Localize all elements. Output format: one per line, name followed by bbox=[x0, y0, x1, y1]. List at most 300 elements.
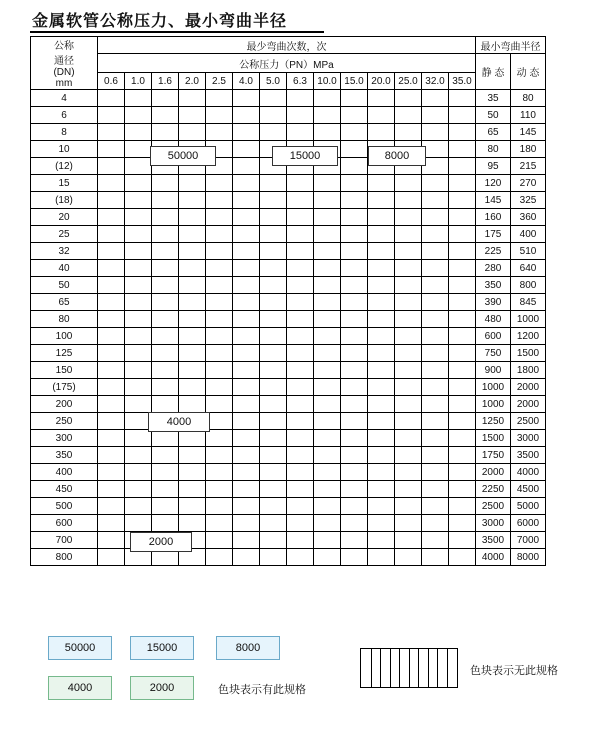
row-dn: 200 bbox=[31, 396, 98, 413]
cell-r14-c9 bbox=[341, 328, 368, 345]
cell-r26-c10 bbox=[368, 532, 395, 549]
cell-r25-c9 bbox=[341, 515, 368, 532]
cell-r12-c10 bbox=[368, 294, 395, 311]
cell-r6-c13 bbox=[449, 192, 476, 209]
row-dynamic-radius: 80 bbox=[511, 90, 546, 107]
cell-r25-c5 bbox=[233, 515, 260, 532]
cell-r18-c6 bbox=[260, 396, 287, 413]
cell-r23-c5 bbox=[233, 481, 260, 498]
cell-r20-c11 bbox=[395, 430, 422, 447]
cell-r1-c12 bbox=[422, 107, 449, 124]
cell-r12-c4 bbox=[206, 294, 233, 311]
cell-r0-c3 bbox=[179, 90, 206, 107]
legend-hatch-note: 色块表示无此规格 bbox=[470, 665, 558, 677]
row-static-radius: 2000 bbox=[476, 464, 511, 481]
row-dn: 300 bbox=[31, 430, 98, 447]
row-dn: 50 bbox=[31, 277, 98, 294]
cell-r11-c11 bbox=[395, 277, 422, 294]
cell-r15-c10 bbox=[368, 345, 395, 362]
cell-r22-c10 bbox=[368, 464, 395, 481]
cell-r24-c2 bbox=[152, 498, 179, 515]
cell-r15-c6 bbox=[260, 345, 287, 362]
cell-r5-c11 bbox=[395, 175, 422, 192]
row-static-radius: 1750 bbox=[476, 447, 511, 464]
cell-r7-c5 bbox=[233, 209, 260, 226]
cell-r10-c7 bbox=[287, 260, 314, 277]
table-row bbox=[31, 515, 546, 532]
cell-r21-c1 bbox=[125, 447, 152, 464]
cell-r1-c6 bbox=[260, 107, 287, 124]
cell-r5-c7 bbox=[287, 175, 314, 192]
cell-r2-c9 bbox=[341, 124, 368, 141]
cell-r23-c7 bbox=[287, 481, 314, 498]
cell-r6-c0 bbox=[98, 192, 125, 209]
value-chip-2000: 2000 bbox=[130, 532, 192, 552]
cell-r1-c8 bbox=[314, 107, 341, 124]
header-pressure-1: 1.0 bbox=[125, 73, 152, 90]
cell-r23-c12 bbox=[422, 481, 449, 498]
table-row bbox=[31, 498, 546, 515]
cell-r18-c11 bbox=[395, 396, 422, 413]
cell-r21-c2 bbox=[152, 447, 179, 464]
table-row bbox=[31, 277, 546, 294]
cell-r7-c12 bbox=[422, 209, 449, 226]
cell-r26-c6 bbox=[260, 532, 287, 549]
header-bend-count: 最少弯曲次数，次 bbox=[98, 37, 476, 54]
cell-r18-c7 bbox=[287, 396, 314, 413]
cell-r1-c4 bbox=[206, 107, 233, 124]
cell-r26-c9 bbox=[341, 532, 368, 549]
cell-r7-c8 bbox=[314, 209, 341, 226]
cell-r2-c13 bbox=[449, 124, 476, 141]
cell-r24-c8 bbox=[314, 498, 341, 515]
row-static-radius: 2250 bbox=[476, 481, 511, 498]
cell-r5-c12 bbox=[422, 175, 449, 192]
cell-r9-c10 bbox=[368, 243, 395, 260]
cell-r0-c12 bbox=[422, 90, 449, 107]
cell-r5-c10 bbox=[368, 175, 395, 192]
header-static: 静 态 bbox=[476, 54, 511, 90]
value-chip-4000: 4000 bbox=[148, 412, 210, 432]
header-pressure-12: 32.0 bbox=[422, 73, 449, 90]
cell-r9-c8 bbox=[314, 243, 341, 260]
cell-r16-c4 bbox=[206, 362, 233, 379]
cell-r12-c1 bbox=[125, 294, 152, 311]
cell-r17-c10 bbox=[368, 379, 395, 396]
cell-r1-c11 bbox=[395, 107, 422, 124]
cell-r20-c12 bbox=[422, 430, 449, 447]
row-dynamic-radius: 4500 bbox=[511, 481, 546, 498]
table-row bbox=[31, 379, 546, 396]
cell-r7-c2 bbox=[152, 209, 179, 226]
cell-r1-c10 bbox=[368, 107, 395, 124]
row-static-radius: 1500 bbox=[476, 430, 511, 447]
cell-r0-c13 bbox=[449, 90, 476, 107]
cell-r1-c7 bbox=[287, 107, 314, 124]
hatch-line bbox=[399, 649, 400, 687]
cell-r24-c12 bbox=[422, 498, 449, 515]
header-row-2 bbox=[31, 54, 546, 73]
cell-r12-c2 bbox=[152, 294, 179, 311]
table-row bbox=[31, 532, 546, 549]
cell-r9-c5 bbox=[233, 243, 260, 260]
cell-r11-c6 bbox=[260, 277, 287, 294]
cell-r1-c9 bbox=[341, 107, 368, 124]
row-dn: 700 bbox=[31, 532, 98, 549]
row-static-radius: 50 bbox=[476, 107, 511, 124]
row-dn: 600 bbox=[31, 515, 98, 532]
cell-r4-c5 bbox=[233, 158, 260, 175]
cell-r17-c4 bbox=[206, 379, 233, 396]
cell-r21-c0 bbox=[98, 447, 125, 464]
cell-r24-c5 bbox=[233, 498, 260, 515]
cell-r19-c6 bbox=[260, 413, 287, 430]
cell-r1-c13 bbox=[449, 107, 476, 124]
row-dynamic-radius: 510 bbox=[511, 243, 546, 260]
header-dynamic: 动 态 bbox=[511, 54, 546, 90]
row-dn: (18) bbox=[31, 192, 98, 209]
cell-r5-c6 bbox=[260, 175, 287, 192]
row-dn: 15 bbox=[31, 175, 98, 192]
row-static-radius: 1250 bbox=[476, 413, 511, 430]
cell-r2-c4 bbox=[206, 124, 233, 141]
cell-r26-c7 bbox=[287, 532, 314, 549]
cell-r8-c4 bbox=[206, 226, 233, 243]
row-dynamic-radius: 6000 bbox=[511, 515, 546, 532]
cell-r9-c6 bbox=[260, 243, 287, 260]
cell-r0-c7 bbox=[287, 90, 314, 107]
table-row bbox=[31, 464, 546, 481]
cell-r6-c3 bbox=[179, 192, 206, 209]
header-pressure-10: 20.0 bbox=[368, 73, 395, 90]
cell-r24-c0 bbox=[98, 498, 125, 515]
hatch-line bbox=[390, 649, 391, 687]
cell-r11-c10 bbox=[368, 277, 395, 294]
cell-r16-c11 bbox=[395, 362, 422, 379]
cell-r8-c9 bbox=[341, 226, 368, 243]
cell-r8-c10 bbox=[368, 226, 395, 243]
table-row bbox=[31, 311, 546, 328]
cell-r20-c6 bbox=[260, 430, 287, 447]
table-row bbox=[31, 209, 546, 226]
cell-r20-c3 bbox=[179, 430, 206, 447]
cell-r26-c12 bbox=[422, 532, 449, 549]
cell-r8-c2 bbox=[152, 226, 179, 243]
cell-r9-c13 bbox=[449, 243, 476, 260]
cell-r18-c2 bbox=[152, 396, 179, 413]
cell-r24-c7 bbox=[287, 498, 314, 515]
row-dynamic-radius: 215 bbox=[511, 158, 546, 175]
cell-r6-c11 bbox=[395, 192, 422, 209]
cell-r22-c1 bbox=[125, 464, 152, 481]
cell-r22-c7 bbox=[287, 464, 314, 481]
value-chip-15000: 15000 bbox=[272, 146, 338, 166]
cell-r25-c13 bbox=[449, 515, 476, 532]
cell-r27-c8 bbox=[314, 549, 341, 566]
cell-r8-c13 bbox=[449, 226, 476, 243]
cell-r7-c6 bbox=[260, 209, 287, 226]
cell-r5-c13 bbox=[449, 175, 476, 192]
cell-r11-c1 bbox=[125, 277, 152, 294]
cell-r25-c2 bbox=[152, 515, 179, 532]
hatch-line bbox=[409, 649, 410, 687]
cell-r20-c7 bbox=[287, 430, 314, 447]
cell-r11-c8 bbox=[314, 277, 341, 294]
cell-r0-c6 bbox=[260, 90, 287, 107]
cell-r16-c5 bbox=[233, 362, 260, 379]
cell-r7-c13 bbox=[449, 209, 476, 226]
cell-r25-c7 bbox=[287, 515, 314, 532]
cell-r27-c13 bbox=[449, 549, 476, 566]
cell-r13-c4 bbox=[206, 311, 233, 328]
cell-r22-c5 bbox=[233, 464, 260, 481]
header-bend-radius: 最小弯曲半径 bbox=[476, 37, 546, 54]
cell-r17-c0 bbox=[98, 379, 125, 396]
cell-r7-c10 bbox=[368, 209, 395, 226]
cell-r18-c10 bbox=[368, 396, 395, 413]
row-dynamic-radius: 1500 bbox=[511, 345, 546, 362]
cell-r21-c9 bbox=[341, 447, 368, 464]
cell-r8-c8 bbox=[314, 226, 341, 243]
cell-r15-c12 bbox=[422, 345, 449, 362]
cell-r9-c4 bbox=[206, 243, 233, 260]
cell-r1-c1 bbox=[125, 107, 152, 124]
cell-r12-c8 bbox=[314, 294, 341, 311]
cell-r24-c10 bbox=[368, 498, 395, 515]
cell-r19-c10 bbox=[368, 413, 395, 430]
cell-r13-c10 bbox=[368, 311, 395, 328]
row-static-radius: 120 bbox=[476, 175, 511, 192]
cell-r2-c10 bbox=[368, 124, 395, 141]
cell-r25-c11 bbox=[395, 515, 422, 532]
cell-r21-c11 bbox=[395, 447, 422, 464]
page-title: 金属软管公称压力、最小弯曲半径 bbox=[32, 13, 288, 30]
cell-r19-c12 bbox=[422, 413, 449, 430]
table-row bbox=[31, 447, 546, 464]
cell-r8-c5 bbox=[233, 226, 260, 243]
cell-r17-c1 bbox=[125, 379, 152, 396]
cell-r14-c3 bbox=[179, 328, 206, 345]
table-row bbox=[31, 481, 546, 498]
cell-r17-c13 bbox=[449, 379, 476, 396]
cell-r27-c0 bbox=[98, 549, 125, 566]
row-static-radius: 225 bbox=[476, 243, 511, 260]
cell-r7-c7 bbox=[287, 209, 314, 226]
cell-r22-c2 bbox=[152, 464, 179, 481]
cell-r16-c10 bbox=[368, 362, 395, 379]
row-static-radius: 3000 bbox=[476, 515, 511, 532]
row-dn: 250 bbox=[31, 413, 98, 430]
cell-r17-c5 bbox=[233, 379, 260, 396]
cell-r1-c5 bbox=[233, 107, 260, 124]
cell-r0-c4 bbox=[206, 90, 233, 107]
cell-r14-c7 bbox=[287, 328, 314, 345]
cell-r6-c8 bbox=[314, 192, 341, 209]
cell-r25-c3 bbox=[179, 515, 206, 532]
row-dynamic-radius: 145 bbox=[511, 124, 546, 141]
cell-r10-c12 bbox=[422, 260, 449, 277]
table-row bbox=[31, 90, 546, 107]
cell-r14-c13 bbox=[449, 328, 476, 345]
row-static-radius: 1000 bbox=[476, 396, 511, 413]
cell-r11-c0 bbox=[98, 277, 125, 294]
cell-r13-c12 bbox=[422, 311, 449, 328]
cell-r21-c13 bbox=[449, 447, 476, 464]
cell-r18-c9 bbox=[341, 396, 368, 413]
legend-item-4000: 4000 bbox=[48, 676, 112, 700]
cell-r2-c0 bbox=[98, 124, 125, 141]
cell-r9-c9 bbox=[341, 243, 368, 260]
cell-r7-c3 bbox=[179, 209, 206, 226]
row-dn: 125 bbox=[31, 345, 98, 362]
cell-r18-c0 bbox=[98, 396, 125, 413]
row-dynamic-radius: 5000 bbox=[511, 498, 546, 515]
hatch-line bbox=[447, 649, 448, 687]
cell-r9-c7 bbox=[287, 243, 314, 260]
cell-r19-c7 bbox=[287, 413, 314, 430]
cell-r4-c13 bbox=[449, 158, 476, 175]
cell-r20-c9 bbox=[341, 430, 368, 447]
cell-r22-c6 bbox=[260, 464, 287, 481]
table-row bbox=[31, 124, 546, 141]
header-pressure-2: 1.6 bbox=[152, 73, 179, 90]
row-static-radius: 480 bbox=[476, 311, 511, 328]
cell-r18-c13 bbox=[449, 396, 476, 413]
cell-r5-c4 bbox=[206, 175, 233, 192]
cell-r1-c3 bbox=[179, 107, 206, 124]
row-static-radius: 4000 bbox=[476, 549, 511, 566]
hatch-line bbox=[380, 649, 381, 687]
cell-r12-c13 bbox=[449, 294, 476, 311]
cell-r19-c8 bbox=[314, 413, 341, 430]
row-dynamic-radius: 1000 bbox=[511, 311, 546, 328]
cell-r22-c11 bbox=[395, 464, 422, 481]
cell-r6-c4 bbox=[206, 192, 233, 209]
cell-r11-c5 bbox=[233, 277, 260, 294]
cell-r10-c10 bbox=[368, 260, 395, 277]
cell-r10-c8 bbox=[314, 260, 341, 277]
cell-r18-c5 bbox=[233, 396, 260, 413]
cell-r26-c4 bbox=[206, 532, 233, 549]
row-dn: 500 bbox=[31, 498, 98, 515]
cell-r6-c5 bbox=[233, 192, 260, 209]
cell-r23-c9 bbox=[341, 481, 368, 498]
cell-r16-c8 bbox=[314, 362, 341, 379]
legend-item-2000: 2000 bbox=[130, 676, 194, 700]
hatch-line bbox=[418, 649, 419, 687]
cell-r15-c13 bbox=[449, 345, 476, 362]
cell-r26-c13 bbox=[449, 532, 476, 549]
cell-r27-c11 bbox=[395, 549, 422, 566]
row-dynamic-radius: 7000 bbox=[511, 532, 546, 549]
cell-r13-c11 bbox=[395, 311, 422, 328]
cell-r8-c3 bbox=[179, 226, 206, 243]
cell-r10-c11 bbox=[395, 260, 422, 277]
cell-r15-c3 bbox=[179, 345, 206, 362]
cell-r14-c2 bbox=[152, 328, 179, 345]
cell-r25-c6 bbox=[260, 515, 287, 532]
cell-r13-c1 bbox=[125, 311, 152, 328]
cell-r19-c13 bbox=[449, 413, 476, 430]
cell-r8-c12 bbox=[422, 226, 449, 243]
cell-r17-c7 bbox=[287, 379, 314, 396]
cell-r13-c2 bbox=[152, 311, 179, 328]
cell-r24-c3 bbox=[179, 498, 206, 515]
cell-r14-c6 bbox=[260, 328, 287, 345]
header-nominal-pressure: 公称压力（PN）MPa bbox=[98, 54, 476, 73]
row-static-radius: 600 bbox=[476, 328, 511, 345]
cell-r11-c4 bbox=[206, 277, 233, 294]
row-static-radius: 1000 bbox=[476, 379, 511, 396]
cell-r0-c1 bbox=[125, 90, 152, 107]
cell-r21-c8 bbox=[314, 447, 341, 464]
row-dn: 20 bbox=[31, 209, 98, 226]
cell-r27-c7 bbox=[287, 549, 314, 566]
table-row bbox=[31, 243, 546, 260]
legend-color-note: 色块表示有此规格 bbox=[218, 684, 306, 696]
cell-r16-c1 bbox=[125, 362, 152, 379]
cell-r23-c13 bbox=[449, 481, 476, 498]
cell-r0-c9 bbox=[341, 90, 368, 107]
title-underline bbox=[30, 31, 324, 33]
cell-r26-c0 bbox=[98, 532, 125, 549]
cell-r8-c7 bbox=[287, 226, 314, 243]
row-dn: 450 bbox=[31, 481, 98, 498]
cell-r5-c8 bbox=[314, 175, 341, 192]
cell-r5-c1 bbox=[125, 175, 152, 192]
row-dynamic-radius: 8000 bbox=[511, 549, 546, 566]
cell-r0-c10 bbox=[368, 90, 395, 107]
cell-r3-c13 bbox=[449, 141, 476, 158]
cell-r27-c9 bbox=[341, 549, 368, 566]
cell-r15-c1 bbox=[125, 345, 152, 362]
cell-r14-c11 bbox=[395, 328, 422, 345]
cell-r11-c7 bbox=[287, 277, 314, 294]
row-dn: 8 bbox=[31, 124, 98, 141]
row-dynamic-radius: 325 bbox=[511, 192, 546, 209]
cell-r13-c7 bbox=[287, 311, 314, 328]
cell-r18-c4 bbox=[206, 396, 233, 413]
cell-r15-c11 bbox=[395, 345, 422, 362]
cell-r11-c2 bbox=[152, 277, 179, 294]
cell-r17-c9 bbox=[341, 379, 368, 396]
row-dn: 40 bbox=[31, 260, 98, 277]
cell-r4-c0 bbox=[98, 158, 125, 175]
table-row bbox=[31, 107, 546, 124]
cell-r12-c6 bbox=[260, 294, 287, 311]
row-dn: 100 bbox=[31, 328, 98, 345]
cell-r10-c0 bbox=[98, 260, 125, 277]
row-dn: 800 bbox=[31, 549, 98, 566]
row-dynamic-radius: 2500 bbox=[511, 413, 546, 430]
cell-r23-c4 bbox=[206, 481, 233, 498]
cell-r12-c7 bbox=[287, 294, 314, 311]
cell-r27-c5 bbox=[233, 549, 260, 566]
cell-r27-c12 bbox=[422, 549, 449, 566]
cell-r10-c6 bbox=[260, 260, 287, 277]
cell-r1-c2 bbox=[152, 107, 179, 124]
cell-r4-c9 bbox=[341, 158, 368, 175]
cell-r13-c0 bbox=[98, 311, 125, 328]
value-chip-50000: 50000 bbox=[150, 146, 216, 166]
cell-r17-c11 bbox=[395, 379, 422, 396]
cell-r1-c0 bbox=[98, 107, 125, 124]
cell-r16-c7 bbox=[287, 362, 314, 379]
cell-r6-c6 bbox=[260, 192, 287, 209]
cell-r21-c7 bbox=[287, 447, 314, 464]
header-pressure-0: 0.6 bbox=[98, 73, 125, 90]
cell-r14-c8 bbox=[314, 328, 341, 345]
